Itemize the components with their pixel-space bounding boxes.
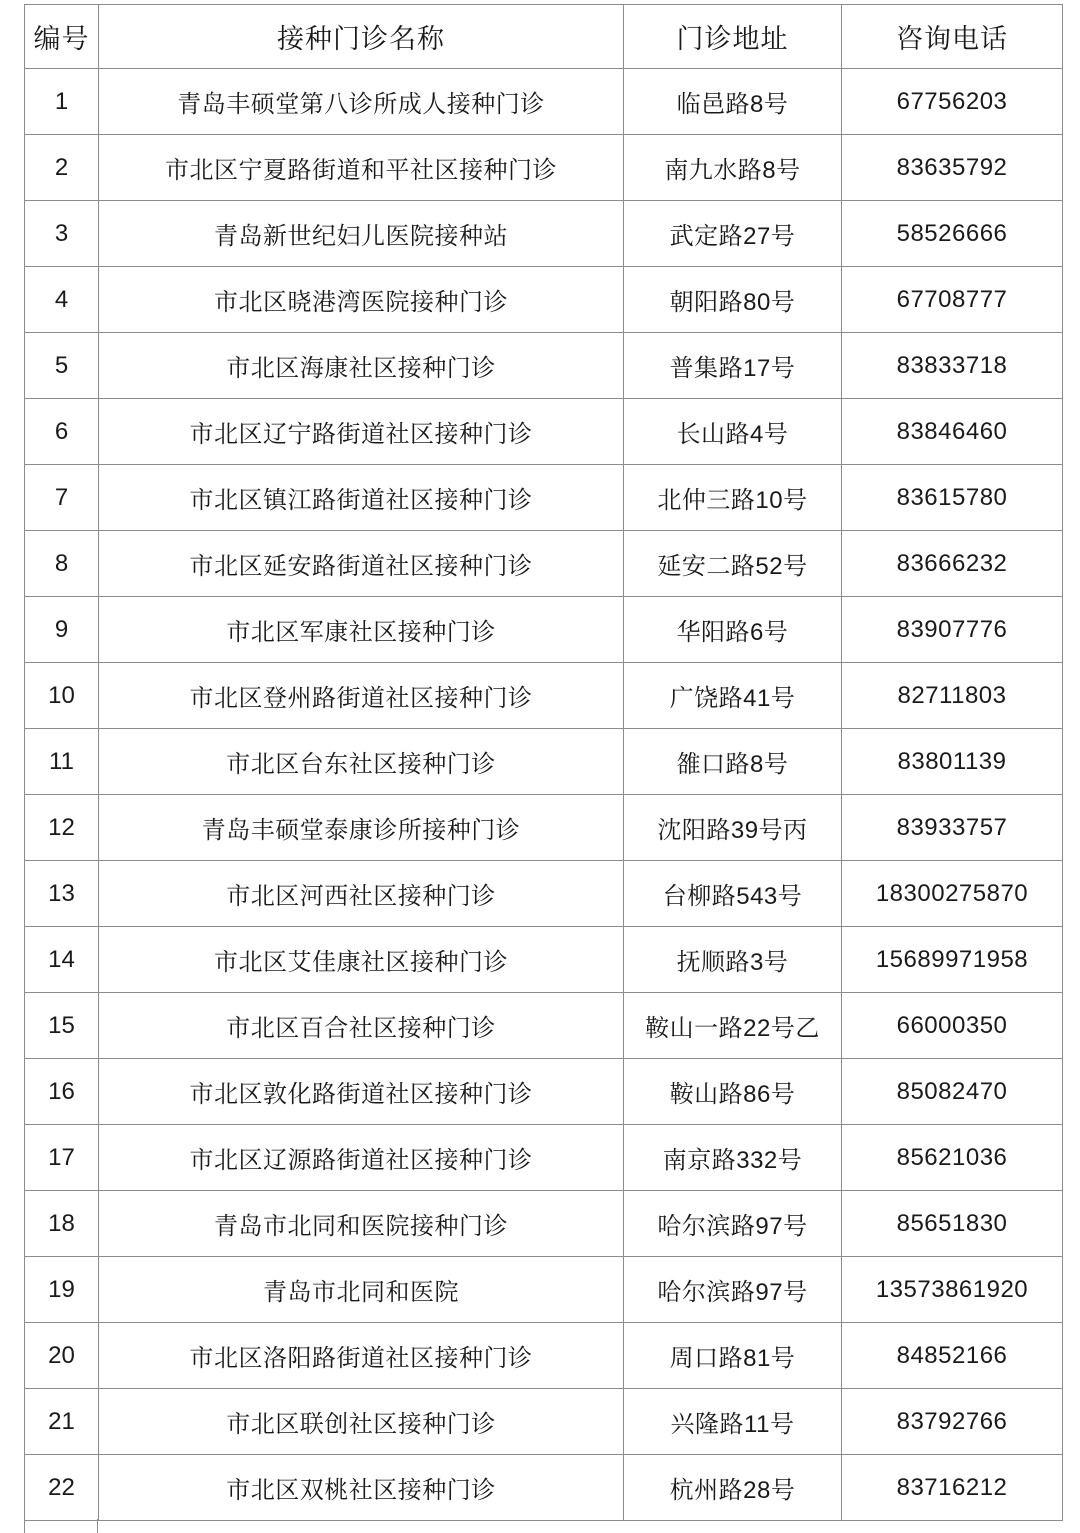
cell-address: 临邑路8号 [624,69,842,135]
cell-name: 市北区河西社区接种门诊 [99,861,624,927]
table-row [25,795,1063,861]
cell-no: 15 [25,993,99,1059]
cell-phone: 83933757 [842,795,1063,861]
cell-name: 市北区双桃社区接种门诊 [99,1455,624,1521]
cell-address: 华阳路6号 [624,597,842,663]
cell-name: 市北区艾佳康社区接种门诊 [99,927,624,993]
cell-phone: 58526666 [842,201,1063,267]
cell-phone: 84852166 [842,1323,1063,1389]
cell-name: 市北区宁夏路街道和平社区接种门诊 [99,135,624,201]
cell-phone: 83666232 [842,531,1063,597]
table-row [25,531,1063,597]
cell-address: 哈尔滨路97号 [624,1191,842,1257]
cell-phone: 83833718 [842,333,1063,399]
cell-name: 市北区军康社区接种门诊 [99,597,624,663]
cell-no: 14 [25,927,99,993]
cell-no: 2 [25,135,99,201]
table-row [25,729,1063,795]
cell-phone: 18300275870 [842,861,1063,927]
cell-no: 12 [25,795,99,861]
cell-phone: 83716212 [842,1455,1063,1521]
cell-name: 市北区海康社区接种门诊 [99,333,624,399]
table-header [25,5,1063,69]
table-row [25,399,1063,465]
cell-name: 市北区辽宁路街道社区接种门诊 [99,399,624,465]
cell-address: 延安二路52号 [624,531,842,597]
cell-address: 杭州路28号 [624,1455,842,1521]
cell-name: 青岛丰硕堂泰康诊所接种门诊 [99,795,624,861]
cell-no: 18 [25,1191,99,1257]
cell-no: 13 [25,861,99,927]
cell-phone: 83792766 [842,1389,1063,1455]
table-bottom-edge [24,1519,98,1533]
cell-name: 青岛市北同和医院 [99,1257,624,1323]
cell-phone: 85082470 [842,1059,1063,1125]
table-row [25,1455,1063,1521]
cell-phone: 83801139 [842,729,1063,795]
table-row [25,69,1063,135]
cell-name: 市北区台东社区接种门诊 [99,729,624,795]
table-row [25,267,1063,333]
cell-name: 青岛丰硕堂第八诊所成人接种门诊 [99,69,624,135]
table-row [25,927,1063,993]
cell-no: 7 [25,465,99,531]
column-header-phone: 咨询电话 [842,5,1063,69]
cell-no: 17 [25,1125,99,1191]
table-header-row [25,5,1063,69]
cell-phone: 66000350 [842,993,1063,1059]
table-row [25,663,1063,729]
cell-no: 1 [25,69,99,135]
cell-no: 9 [25,597,99,663]
cell-name: 市北区镇江路街道社区接种门诊 [99,465,624,531]
cell-name: 市北区登州路街道社区接种门诊 [99,663,624,729]
cell-address: 普集路17号 [624,333,842,399]
cell-phone: 83846460 [842,399,1063,465]
cell-no: 19 [25,1257,99,1323]
cell-phone: 82711803 [842,663,1063,729]
cell-address: 武定路27号 [624,201,842,267]
cell-address: 台柳路543号 [624,861,842,927]
cell-name: 市北区洛阳路街道社区接种门诊 [99,1323,624,1389]
cell-phone: 85621036 [842,1125,1063,1191]
cell-phone: 83615780 [842,465,1063,531]
cell-address: 鞍山路86号 [624,1059,842,1125]
cell-address: 抚顺路3号 [624,927,842,993]
cell-no: 8 [25,531,99,597]
table-row [25,1125,1063,1191]
cell-no: 4 [25,267,99,333]
cell-no: 6 [25,399,99,465]
cell-phone: 67756203 [842,69,1063,135]
cell-address: 哈尔滨路97号 [624,1257,842,1323]
table-row [25,1191,1063,1257]
cell-address: 沈阳路39号丙 [624,795,842,861]
cell-name: 市北区百合社区接种门诊 [99,993,624,1059]
cell-address: 北仲三路10号 [624,465,842,531]
cell-name: 市北区辽源路街道社区接种门诊 [99,1125,624,1191]
table-row [25,861,1063,927]
vaccination-clinic-table [24,4,1063,1521]
cell-address: 雒口路8号 [624,729,842,795]
cell-phone: 67708777 [842,267,1063,333]
table-row [25,333,1063,399]
table-row [25,1257,1063,1323]
cell-no: 21 [25,1389,99,1455]
cell-no: 10 [25,663,99,729]
cell-no: 11 [25,729,99,795]
cell-name: 市北区延安路街道社区接种门诊 [99,531,624,597]
column-header-no: 编号 [25,5,99,69]
cell-no: 3 [25,201,99,267]
table-row [25,1389,1063,1455]
cell-name: 市北区联创社区接种门诊 [99,1389,624,1455]
cell-phone: 83635792 [842,135,1063,201]
cell-no: 5 [25,333,99,399]
cell-name: 市北区敦化路街道社区接种门诊 [99,1059,624,1125]
table-row [25,465,1063,531]
column-header-address: 门诊地址 [624,5,842,69]
cell-phone: 83907776 [842,597,1063,663]
table-body [25,69,1063,1521]
table-row [25,1323,1063,1389]
cell-address: 鞍山一路22号乙 [624,993,842,1059]
cell-address: 兴隆路11号 [624,1389,842,1455]
cell-address: 长山路4号 [624,399,842,465]
cell-name: 市北区晓港湾医院接种门诊 [99,267,624,333]
cell-address: 广饶路41号 [624,663,842,729]
table-row [25,135,1063,201]
cell-no: 20 [25,1323,99,1389]
table-row [25,993,1063,1059]
table-row [25,597,1063,663]
cell-name: 青岛市北同和医院接种门诊 [99,1191,624,1257]
column-header-name: 接种门诊名称 [99,5,624,69]
cell-phone: 85651830 [842,1191,1063,1257]
cell-address: 朝阳路80号 [624,267,842,333]
cell-address: 周口路81号 [624,1323,842,1389]
cell-address: 南京路332号 [624,1125,842,1191]
cell-no: 16 [25,1059,99,1125]
cell-phone: 15689971958 [842,927,1063,993]
cell-phone: 13573861920 [842,1257,1063,1323]
cell-name: 青岛新世纪妇儿医院接种站 [99,201,624,267]
table-row [25,201,1063,267]
cell-address: 南九水路8号 [624,135,842,201]
table-row [25,1059,1063,1125]
cell-no: 22 [25,1455,99,1521]
